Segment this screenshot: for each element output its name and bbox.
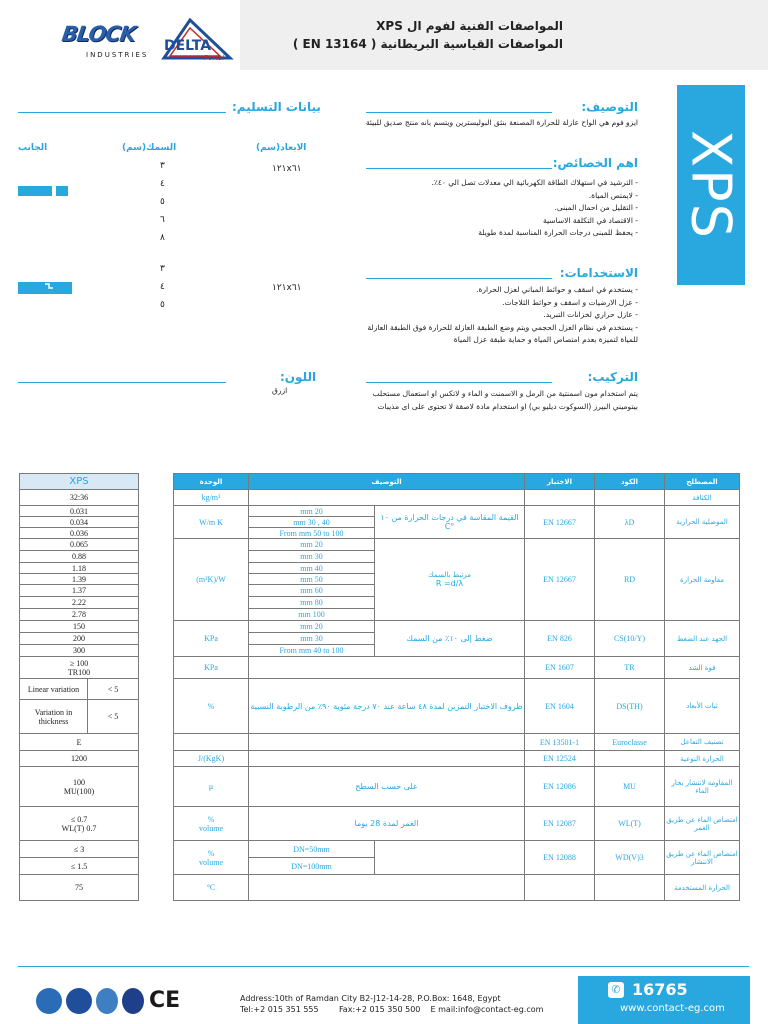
value-cell <box>20 767 139 807</box>
description-rule <box>366 112 552 113</box>
vapour-code: MU <box>595 767 665 807</box>
color-value: ازرق <box>272 386 288 395</box>
vapour-term: المقاومة لانتشار بخار الماء <box>665 767 740 807</box>
stability-code: DS(TH) <box>595 679 665 734</box>
conductivity-sub: mm 30 , 40 <box>249 517 375 528</box>
side-product-tab <box>677 85 745 285</box>
block-industries-logo <box>60 18 149 62</box>
aja-cert-icon <box>36 988 62 1014</box>
straight-edge-icon-part <box>56 186 68 196</box>
block-logo-word: BLOCK <box>60 22 137 46</box>
conductivity-unit: W/m K <box>174 506 249 539</box>
address-line-1: Address:10th of Ramdan City B2-J12-14-28, P.O.Box: 1648, Egypt <box>240 994 501 1003</box>
stability-desc: ظروف الاختبار التمزين لمدة ٤٨ ساعة عند ٧٠ درجة مئوية ٩٠٪ من الرطوبة النسبية <box>249 679 525 734</box>
vapour-unit: μ <box>174 767 249 807</box>
temperature-code <box>595 875 665 901</box>
footer-address <box>240 993 543 1015</box>
resistance-code: RD <box>595 539 665 621</box>
diffusion-sub: DN=50mm <box>249 841 375 858</box>
delivery-rule <box>18 112 226 113</box>
resistance-sub: mm 40 <box>249 563 375 574</box>
side-product-label: XPS <box>679 130 743 240</box>
compression-sub: mm 20 <box>249 621 375 633</box>
conductivity-sub: From mm 50 to 100 <box>249 528 375 539</box>
fire-code: Euroclasse <box>595 734 665 751</box>
value-cell: < 5 <box>88 700 139 734</box>
title-line-1: المواصفات الفنية لفوم ال XPS <box>376 19 563 33</box>
value-label-cell: Variation in thickness <box>20 700 88 734</box>
ukas-cert-icon <box>122 988 144 1014</box>
delivery-heading: بيانات التسليم: <box>232 100 321 114</box>
diffusion-test: EN 12088 <box>525 841 595 875</box>
density-unit: kg/m³ <box>174 490 249 506</box>
website-link[interactable]: www.contact-eg.com <box>620 1003 725 1014</box>
vapour-test: EN 12086 <box>525 767 595 807</box>
color-heading: اللون: <box>280 370 317 384</box>
composition-text: يتم استخدام مون اسمنتية من الرمل و الاسمنت و الماء و لاتكس او استعمال مستحلب بيتوميني البيرز (السوكوت ديليو بي) او استخدام مادة لاصقة لا تحتوى على اى مذيبات <box>372 389 638 411</box>
feature-item: - يحفظ للمبنى درجات الحرارة المناسبة لمدة طويلة <box>380 227 638 240</box>
feature-item: - الاقتصاد في التكلفة الاساسية <box>380 215 638 228</box>
value-cell <box>20 807 139 841</box>
title-line-2: المواصفات القياسية البريطانية ( EN 13164 ) <box>292 37 563 51</box>
test-header: الاختبار <box>525 474 595 490</box>
heat-code <box>595 751 665 767</box>
compression-term: الجهد عند الضغط <box>665 621 740 657</box>
fire-desc <box>249 734 525 751</box>
tensile-code: TR <box>595 657 665 679</box>
immersion-test: EN 12087 <box>525 807 595 841</box>
spec-table <box>173 473 740 901</box>
features-heading: اهم الخصائص: <box>552 156 638 170</box>
edge-column-header: الجانب <box>18 143 48 153</box>
temperature-unit: °C <box>174 875 249 901</box>
conductivity-test: EN 12667 <box>525 506 595 539</box>
color-rule <box>18 382 226 383</box>
delta-logo <box>160 18 236 64</box>
stability-test: EN 1604 <box>525 679 595 734</box>
delta-logo-sub: Portal <box>204 54 225 62</box>
thickness-column-header: السمك(سم) <box>122 143 177 153</box>
stability-unit: % <box>174 679 249 734</box>
unit-line: volume <box>199 823 223 833</box>
compression-code: CS(10/Y) <box>595 621 665 657</box>
resistance-sub: mm 100 <box>249 609 375 621</box>
density-code <box>595 490 665 506</box>
compression-unit: KPa <box>174 621 249 657</box>
straight-edge-icon <box>18 186 52 196</box>
conductivity-code: λD <box>595 506 665 539</box>
thickness-value: ٨ <box>160 233 165 243</box>
group2-thicknesses <box>160 264 180 318</box>
fire-unit <box>174 734 249 751</box>
resistance-sub: mm 20 <box>249 539 375 551</box>
temperature-term: الحرارة المستخدمة <box>665 875 740 901</box>
diffusion-desc <box>375 841 525 875</box>
feature-item: - لايمتص المياة. <box>380 190 638 203</box>
thickness-value: ٦ <box>160 215 165 225</box>
page-title <box>233 17 563 53</box>
heat-test: EN 12524 <box>525 751 595 767</box>
tensile-desc <box>249 657 525 679</box>
value-cell: 1200 <box>20 751 139 767</box>
group2-dims: ١٢١x٦١ <box>272 283 302 293</box>
compression-sub: mm 30 <box>249 633 375 645</box>
unit-header: الوحدة <box>174 474 249 490</box>
value-cell: 0.88 <box>20 551 139 563</box>
thickness-value: ٥ <box>160 197 165 207</box>
conductivity-term: الموصلية الحرارية <box>665 506 740 539</box>
use-item: - يستخدم في اسقف و حوائط المباني لعزل الحرارة. <box>362 284 638 297</box>
address-line-2: Tel:+2 015 351 555 Fax:+2 015 350 500 E mail:info@contact-eg.com <box>240 1005 544 1014</box>
value-line: WL(T) 0.7 <box>61 823 97 833</box>
diffusion-unit <box>174 841 249 875</box>
unit-line: volume <box>199 857 223 867</box>
thickness-value: ٤ <box>160 179 165 189</box>
unit-line: % <box>207 848 215 858</box>
value-cell: 1.37 <box>20 585 139 597</box>
heat-unit: J/(KgK) <box>174 751 249 767</box>
features-rule <box>366 168 552 169</box>
unit-line: % <box>207 814 215 824</box>
tensile-test: EN 1607 <box>525 657 595 679</box>
diffusion-sub: DN=100mm <box>249 858 375 875</box>
resistance-sub: mm 30 <box>249 551 375 563</box>
density-test <box>525 490 595 506</box>
values-table <box>19 473 139 901</box>
composition-rule <box>366 382 552 383</box>
resistance-desc-line: مرتبط بالسمك <box>428 571 471 579</box>
density-term: الكثافة <box>665 490 740 506</box>
anab-cert-icon <box>66 988 92 1014</box>
uses-heading: الاستخدامات: <box>559 266 638 280</box>
resistance-sub: mm 60 <box>249 585 375 597</box>
value-cell: 200 <box>20 633 139 645</box>
value-cell: 75 <box>20 875 139 901</box>
resistance-sub: mm 50 <box>249 574 375 585</box>
resistance-sub: mm 80 <box>249 597 375 609</box>
shiplap-edge-icon <box>18 282 72 294</box>
values-header: XPS <box>20 474 139 490</box>
thickness-value: ٣ <box>160 264 165 274</box>
value-cell: < 5 <box>88 679 139 700</box>
value-line: 100 <box>73 777 85 787</box>
value-cell <box>20 657 139 679</box>
dims-column-header: الابعاد(سم) <box>256 143 307 153</box>
value-cell: 0.036 <box>20 528 139 539</box>
stability-term: ثبات الأبعاد <box>665 679 740 734</box>
footer-rule <box>18 966 749 967</box>
value-cell: 2.22 <box>20 597 139 609</box>
code-header: الكود <box>595 474 665 490</box>
use-item: - عزل الارضيات و اسقف و حوائط الثلاجات. <box>362 297 638 310</box>
hotline-number: 16765 <box>632 980 688 999</box>
immersion-unit <box>174 807 249 841</box>
density-desc <box>249 490 525 506</box>
ce-mark-icon: CE <box>149 988 181 1013</box>
uses-rule <box>366 278 552 279</box>
contact-box <box>578 976 750 1024</box>
resistance-desc <box>375 539 525 621</box>
value-cell: 300 <box>20 645 139 657</box>
thickness-value: ٣ <box>160 161 165 171</box>
value-cell: ≤ 1.5 <box>20 858 139 875</box>
compression-sub: From mm 40 to 100 <box>249 645 375 657</box>
description-text: ايزو فوم هي الواح عازلة للحرارة المصنعة بنثق البوليسترين ويتسم بانه منتج صديق للبيئة <box>365 118 638 127</box>
compression-test: EN 826 <box>525 621 595 657</box>
composition-heading: التركيب: <box>587 370 638 384</box>
conductivity-sub: mm 20 <box>249 506 375 517</box>
desc-header: التوصيف <box>249 474 525 490</box>
value-line: TR100 <box>67 667 91 677</box>
feature-item: - الترشيد في استهلاك الطاقة الكهربائية الي معدلات تصل الي ٤٠٪. <box>380 177 638 190</box>
thickness-value: ٥ <box>160 300 165 310</box>
resistance-term: مقاومة الحرارة <box>665 539 740 621</box>
immersion-code: WL(T) <box>595 807 665 841</box>
value-cell: 1.18 <box>20 563 139 574</box>
compression-desc: ضغط إلى ١٠٪ من السمك <box>375 621 525 657</box>
resistance-unit: (m²K)/W <box>174 539 249 621</box>
fire-term: تصنيف التفاعل <box>665 734 740 751</box>
features-list <box>380 177 638 240</box>
term-header: المصطلح <box>665 474 740 490</box>
value-line: MU(100) <box>63 786 95 796</box>
diffusion-term: امتصاص الماء عن طريق الانتشار <box>665 841 740 875</box>
resistance-test: EN 12667 <box>525 539 595 621</box>
description-heading: التوصيف: <box>581 100 638 114</box>
conductivity-desc: القيمة المقاسة في درجات الحرارة من ١٠ °C <box>375 506 525 539</box>
delta-logo-word: DELTA <box>164 38 212 54</box>
tensile-unit: KPa <box>174 657 249 679</box>
resistance-formula: R =d/λ <box>435 579 464 588</box>
diffusion-code: WD(V)3 <box>595 841 665 875</box>
value-cell: 0.065 <box>20 539 139 551</box>
phone-icon: ✆ <box>608 982 624 998</box>
vapour-desc: على حسب السطح <box>249 767 525 807</box>
heat-desc <box>249 751 525 767</box>
value-cell: ≤ 3 <box>20 841 139 858</box>
use-item: - عازل حراري لخزانات التبريد. <box>362 309 638 322</box>
value-cell: 2.78 <box>20 609 139 621</box>
value-cell: 0.034 <box>20 517 139 528</box>
value-cell: E <box>20 734 139 751</box>
temperature-test <box>525 875 595 901</box>
value-cell: 0.031 <box>20 506 139 517</box>
group1-thicknesses <box>160 161 180 251</box>
value-line: ≤ 0.7 <box>70 814 88 824</box>
uses-list <box>362 284 638 347</box>
feature-item: - التقليل من احمال المبنى. <box>380 202 638 215</box>
iso-cert-icon <box>96 988 118 1014</box>
use-item: - يستخدم في نظام العزل الحجمي ويتم وضع الطبقة العازلة للحرارة فوق الطبقة العازلة للمياة لتميزة بعدم امتصاص المياة و حماية طبقة عزل المياة <box>362 322 638 347</box>
immersion-term: امتصاص الماء عن طريق الغمر <box>665 807 740 841</box>
immersion-desc: الغمر لمدة 28 يوما <box>249 807 525 841</box>
temperature-desc <box>249 875 525 901</box>
thickness-value: ٤ <box>160 282 165 292</box>
value-line: ≥ 100 <box>69 658 89 668</box>
tensile-term: قوة الشد <box>665 657 740 679</box>
block-logo-sub: INDUSTRIES <box>86 51 149 59</box>
value-cell: 1.39 <box>20 574 139 585</box>
fire-test: EN 13501-1 <box>525 734 595 751</box>
group1-dims: ١٢١x٦١ <box>272 164 302 174</box>
value-label-cell: Linear variation <box>20 679 88 700</box>
heat-term: الحرارة النوعية <box>665 751 740 767</box>
value-cell: 150 <box>20 621 139 633</box>
value-cell: 32:36 <box>20 490 139 506</box>
